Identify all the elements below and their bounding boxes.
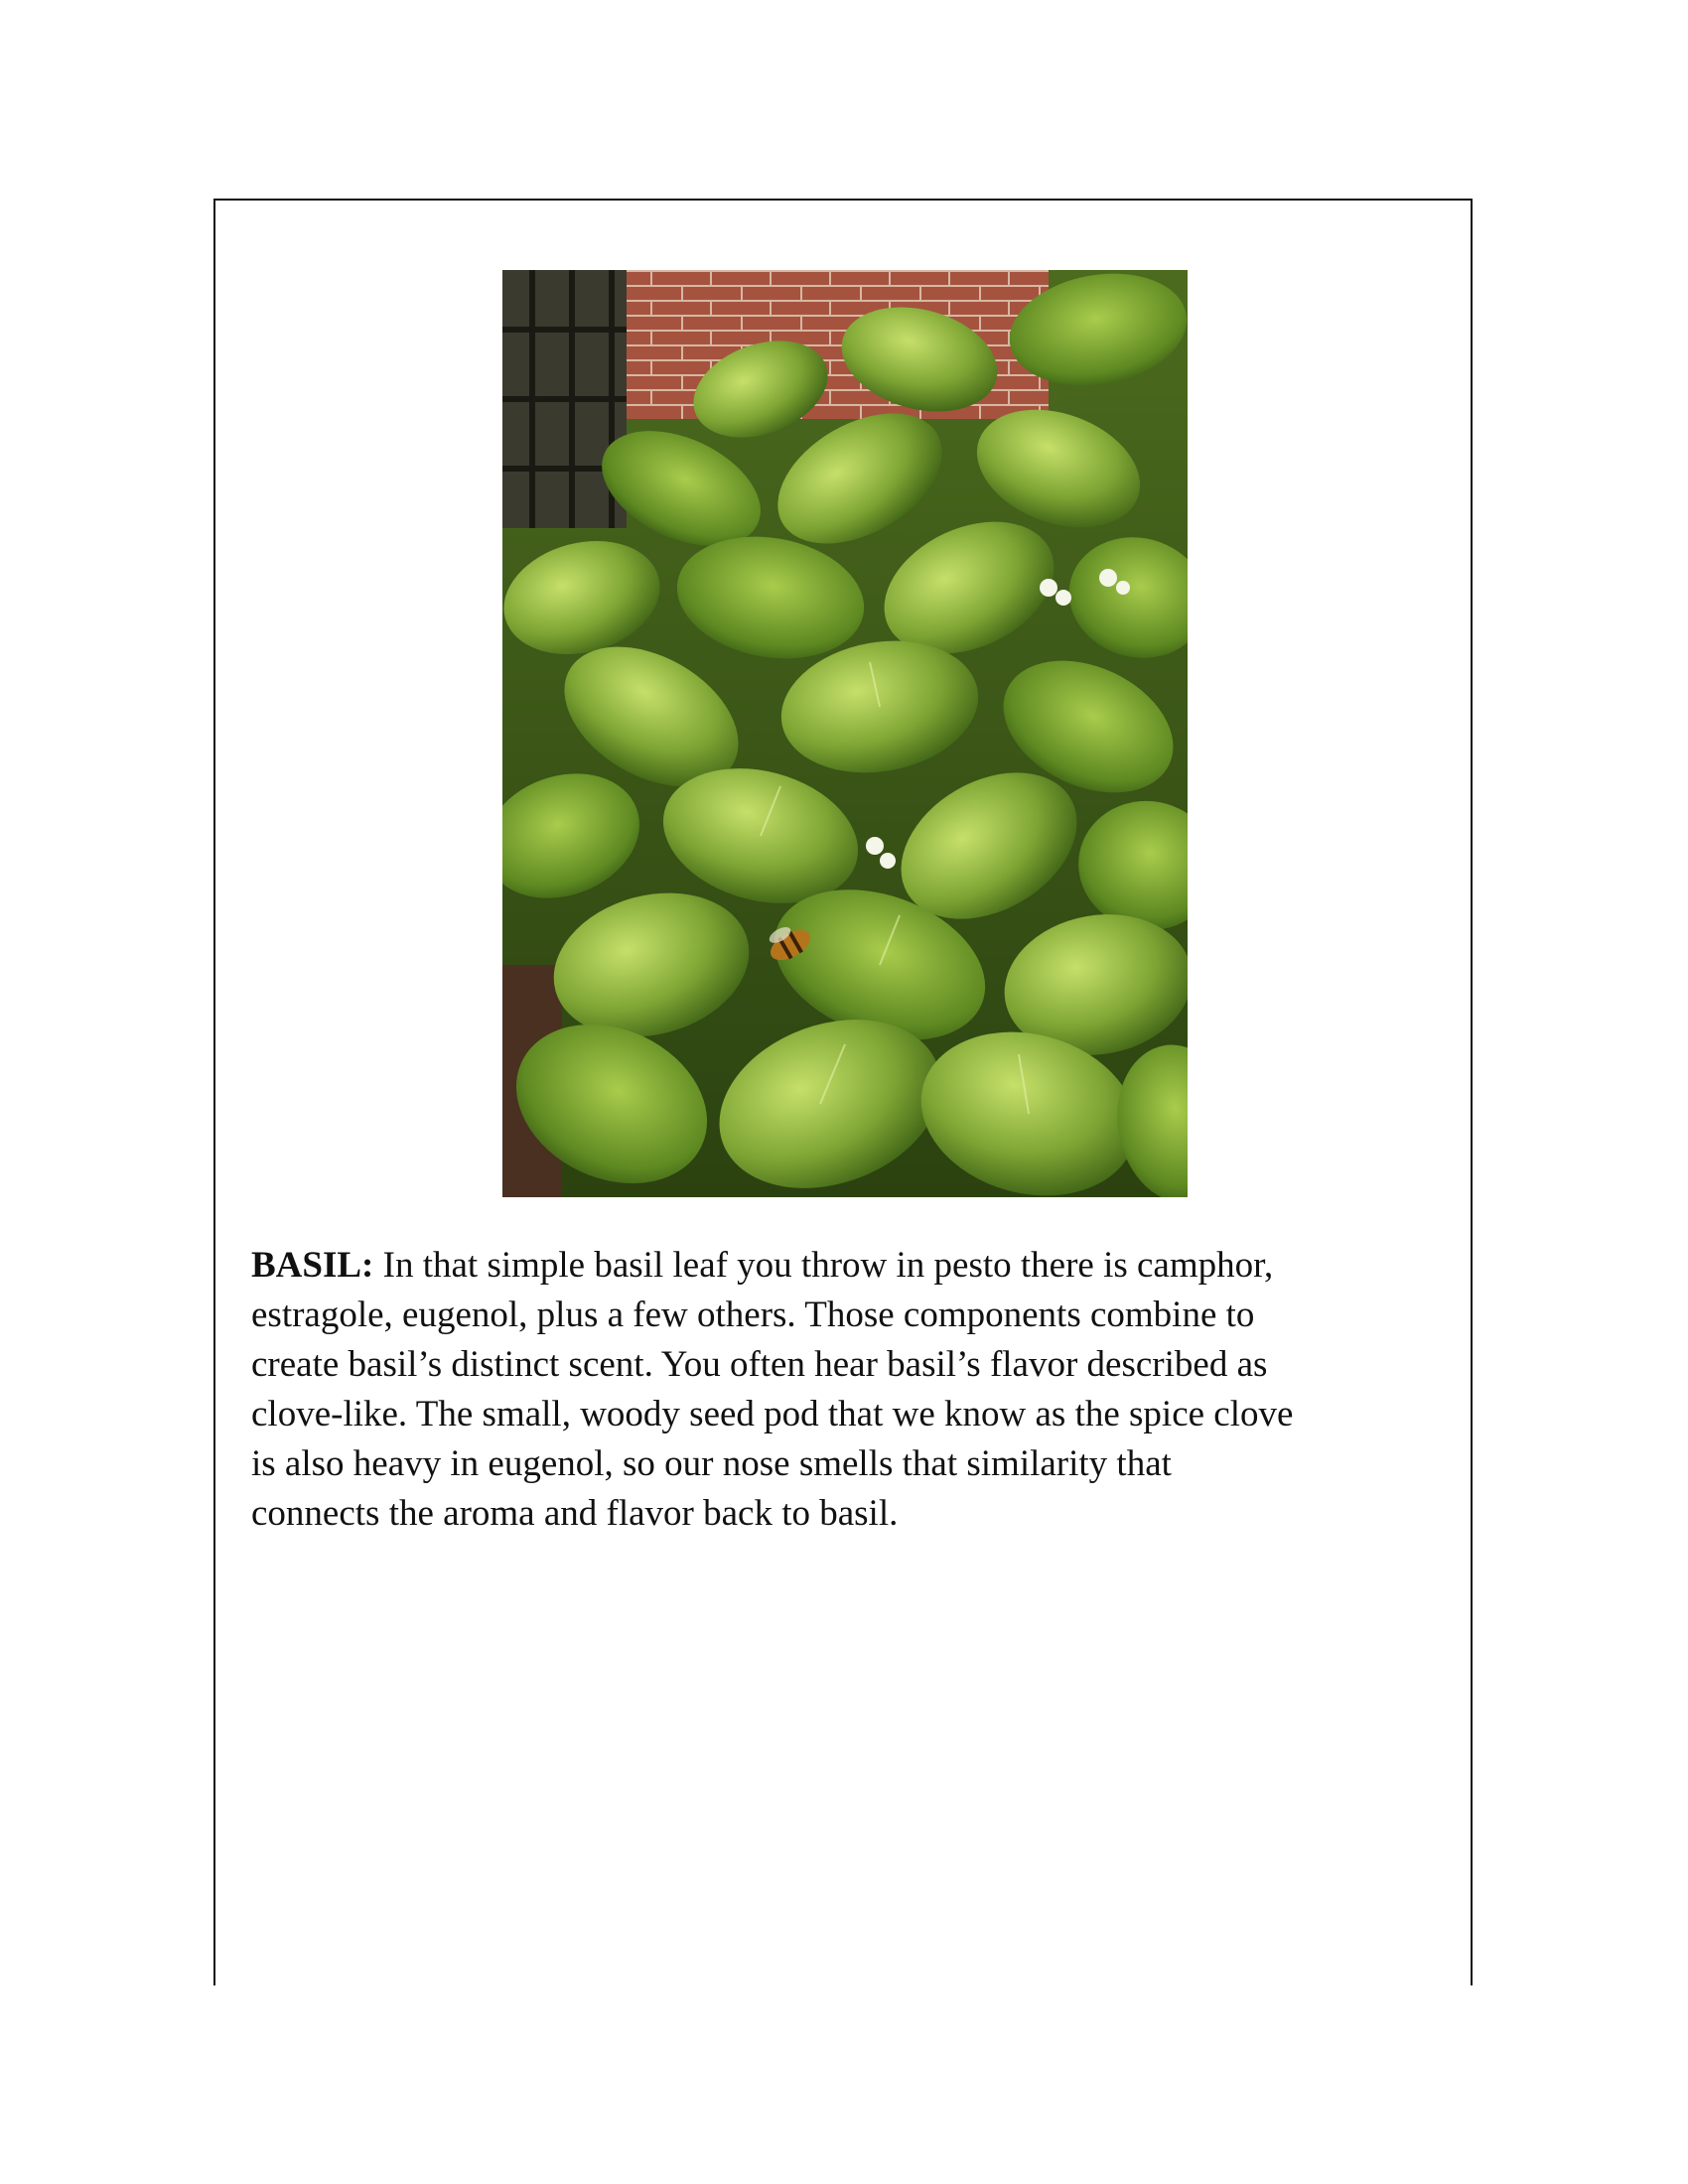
paragraph-lead-term: BASIL: xyxy=(251,1245,374,1286)
paragraph-line-6: connects the aroma and flavor back to basil. xyxy=(251,1493,899,1534)
paragraph-line-2: estragole, eugenol, plus a few others. Those components combine to xyxy=(251,1295,1255,1335)
paragraph-line-4: clove-like. The small, woody seed pod that we know as the spice clove xyxy=(251,1394,1294,1434)
paragraph-line-3: create basil’s distinct scent. You often hear basil’s flavor described as xyxy=(251,1344,1268,1385)
paragraph-line-5: is also heavy in eugenol, so our nose smells that similarity that xyxy=(251,1443,1172,1484)
basil-plant-illustration xyxy=(502,270,1188,1197)
basil-plant-photo xyxy=(502,270,1188,1197)
basil-description-paragraph xyxy=(251,1241,1443,1539)
paragraph-line-1 xyxy=(251,1241,1443,1291)
paragraph-line-1-text: In that simple basil leaf you throw in pesto there is camphor, xyxy=(373,1245,1274,1286)
